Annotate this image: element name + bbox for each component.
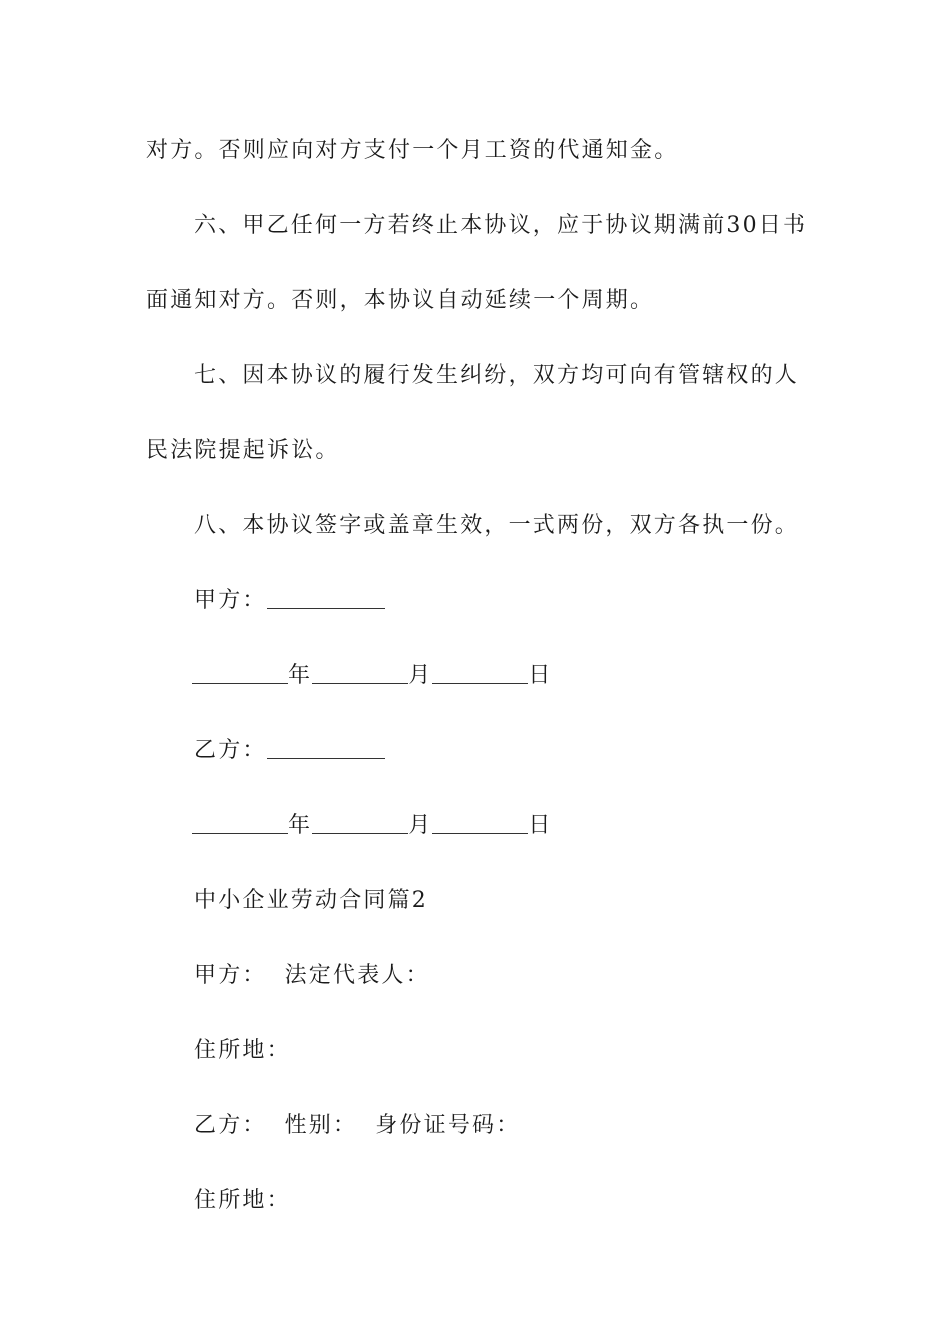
- legal-representative-label: 法定代表人：: [284, 963, 430, 988]
- day-blank: [432, 663, 528, 684]
- paragraph-6-line-2: 面通知对方。否则，本协议自动延续一个周期。: [146, 288, 655, 313]
- year-label: 年: [288, 813, 313, 838]
- contract-party-b-row: [194, 1111, 520, 1141]
- day-label: 日: [528, 663, 553, 688]
- day-label: 日: [528, 813, 553, 838]
- contract-party-a-row: [194, 961, 430, 991]
- party-b-signature-row: [194, 736, 385, 766]
- party-a-label: 甲方：: [194, 588, 267, 613]
- contract-address-a: 住所地：: [194, 1038, 291, 1063]
- paragraph-6-line-1: 六、甲乙任何一方若终止本协议，应于协议期满前30日书: [194, 213, 808, 238]
- party-b-label: 乙方：: [194, 738, 267, 763]
- party-b-date-row: [192, 811, 553, 841]
- month-label: 月: [408, 813, 433, 838]
- contract-party-a-label: 甲方：: [194, 963, 267, 988]
- paragraph-7-line-1: 七、因本协议的履行发生纠纷，双方均可向有管辖权的人: [194, 363, 800, 388]
- year-label: 年: [288, 663, 313, 688]
- party-a-signature-blank: [267, 588, 385, 609]
- paragraph-7-line-2: 民法院提起诉讼。: [146, 438, 340, 463]
- paragraph-8: 八、本协议签字或盖章生效，一式两份，双方各执一份。: [194, 513, 800, 538]
- contract-party-b-label: 乙方：: [194, 1113, 267, 1138]
- month-blank: [312, 663, 408, 684]
- party-a-date-row: [192, 661, 553, 691]
- year-blank: [192, 663, 288, 684]
- day-blank: [432, 813, 528, 834]
- contract-address-b: 住所地：: [194, 1188, 291, 1213]
- paragraph-5-continuation: 对方。否则应向对方支付一个月工资的代通知金。: [146, 138, 679, 163]
- gender-label: 性别：: [284, 1113, 358, 1138]
- month-label: 月: [408, 663, 433, 688]
- party-a-signature-row: [194, 586, 385, 616]
- id-number-label: 身份证号码：: [375, 1113, 521, 1138]
- year-blank: [192, 813, 288, 834]
- party-b-signature-blank: [267, 738, 385, 759]
- month-blank: [312, 813, 408, 834]
- section-title: 中小企业劳动合同篇2: [194, 888, 428, 913]
